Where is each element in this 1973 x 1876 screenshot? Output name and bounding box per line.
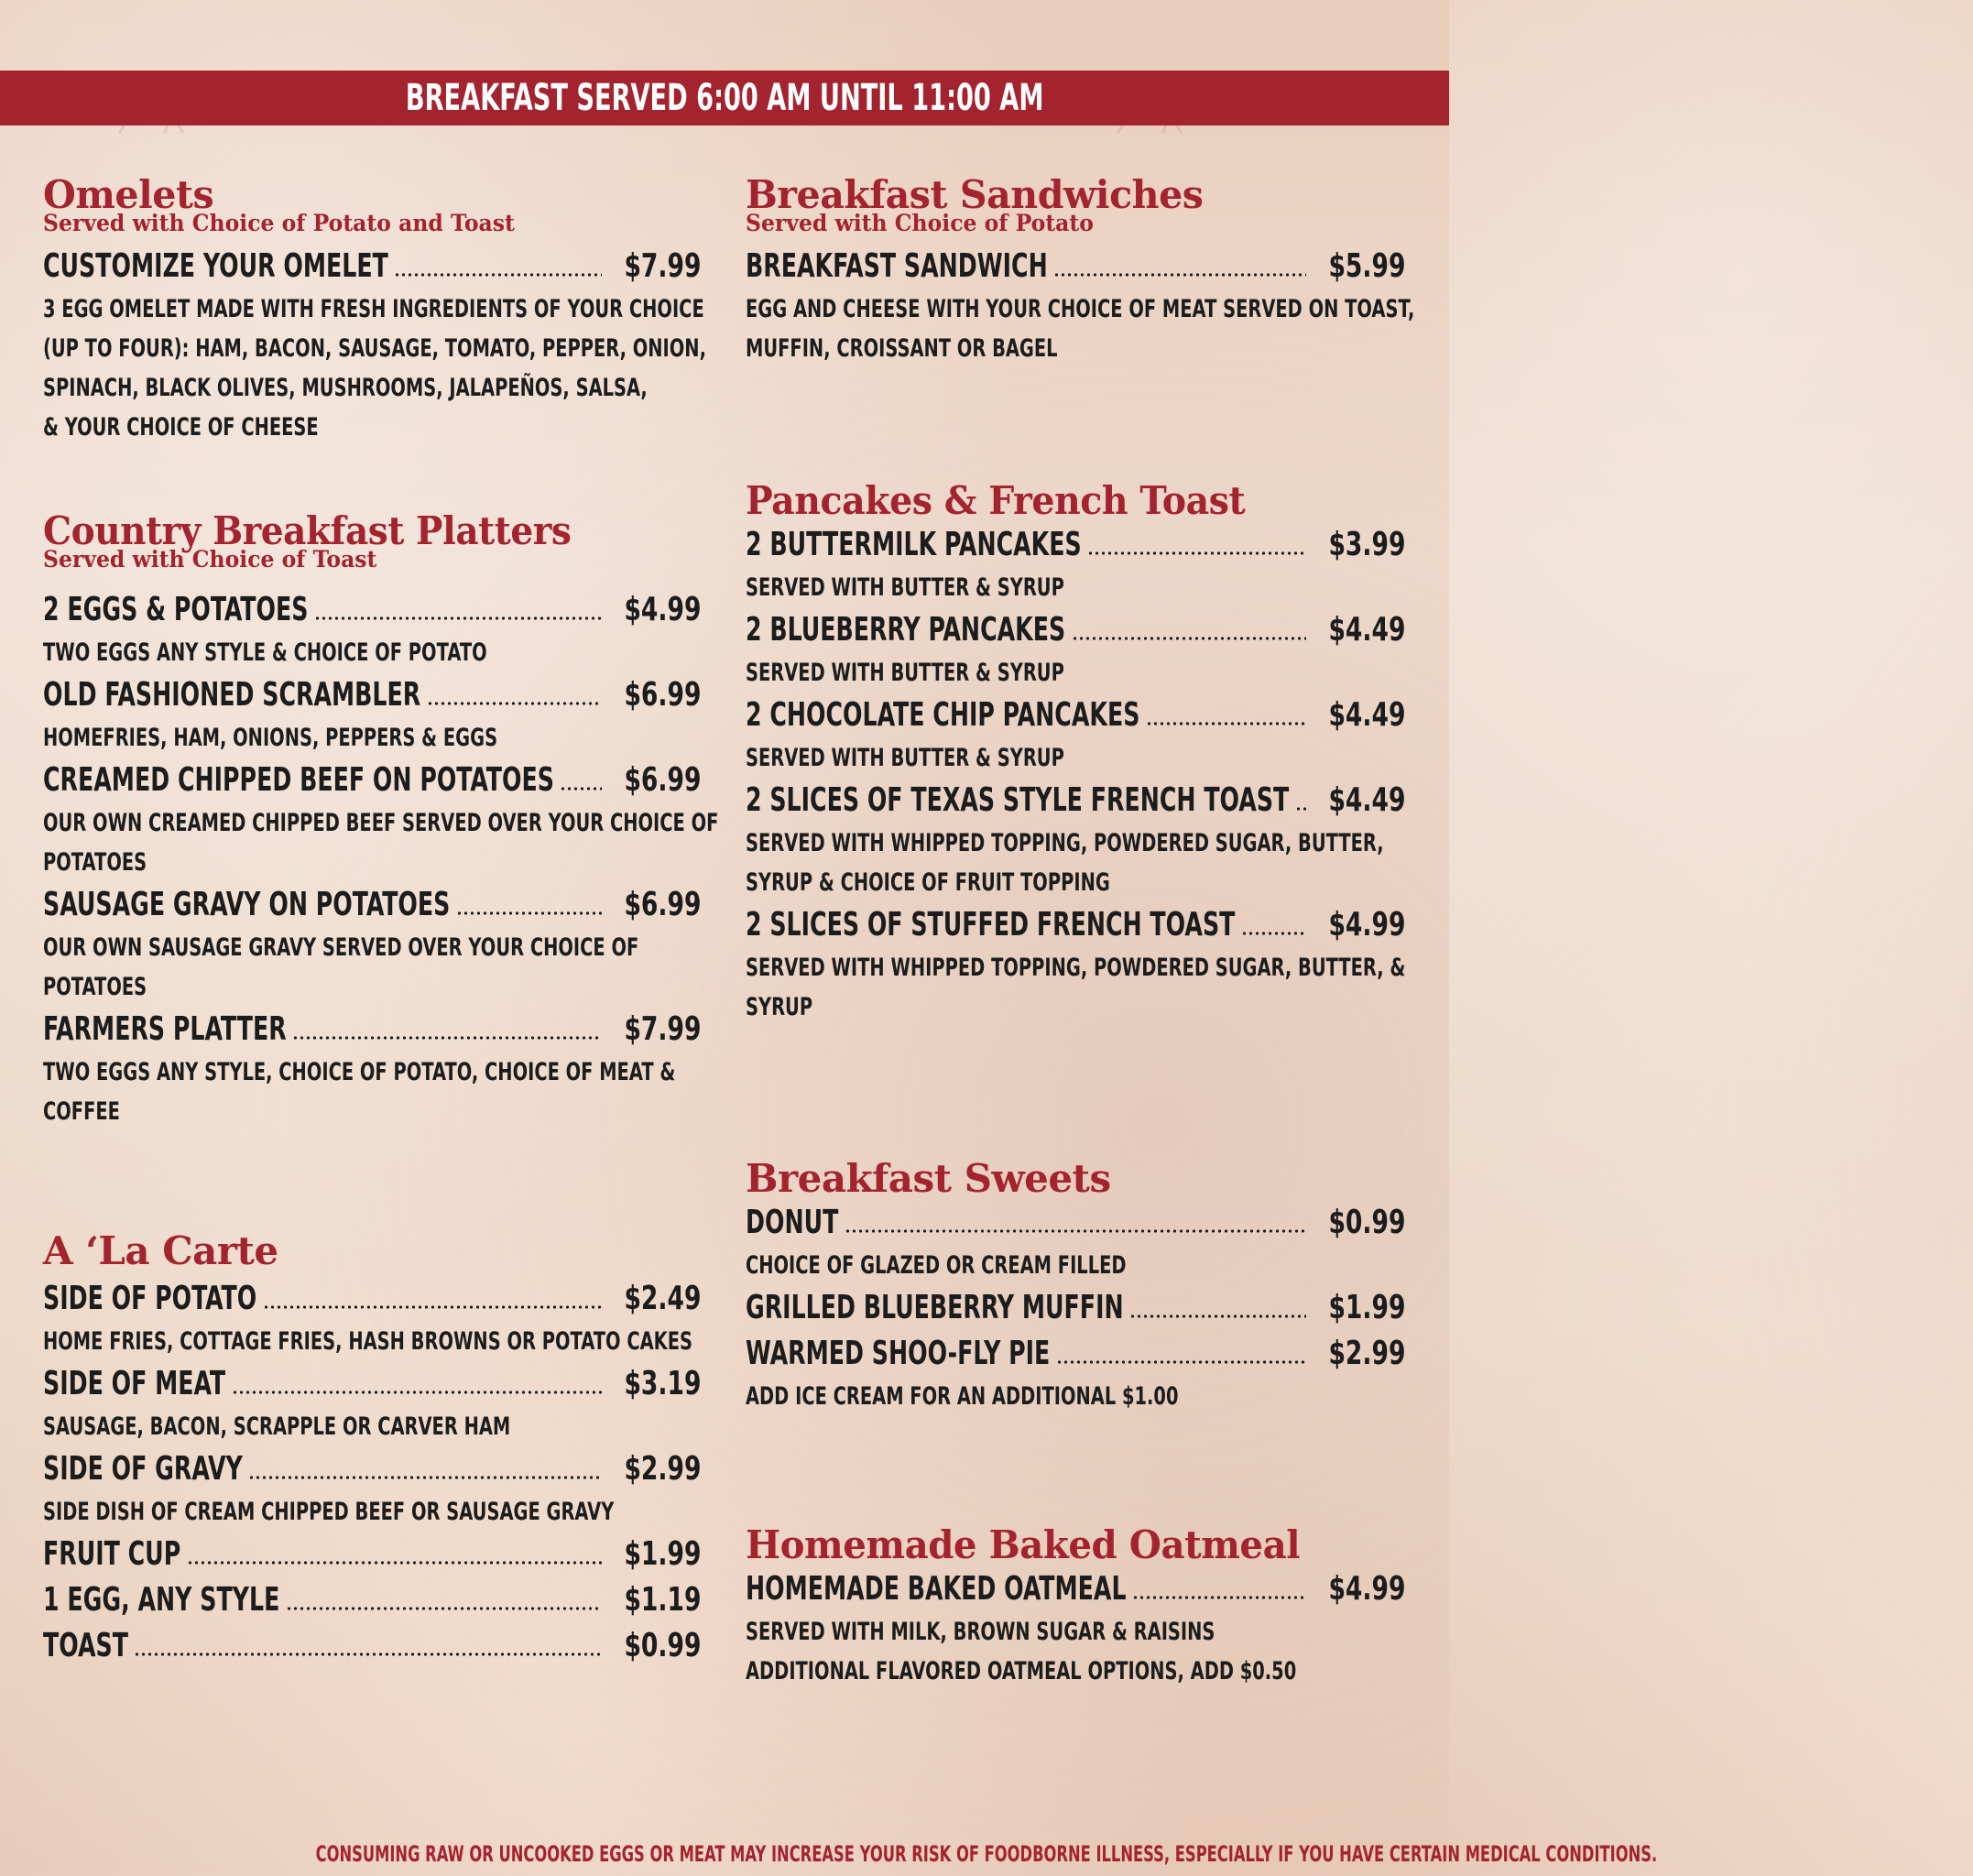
item-name: 1 EGG, ANY STYLE: [43, 1581, 280, 1619]
dot-leader: [134, 1652, 602, 1656]
dot-leader: [263, 1305, 602, 1309]
menu-item-row: [746, 607, 1405, 653]
menu-item-row: [746, 1200, 1405, 1246]
item-description: HOME FRIES, COTTAGE FRIES, HASH BROWNS OR POTATO CAKES: [43, 1327, 693, 1356]
menu-item-row: [746, 1331, 1405, 1377]
item-name: 2 SLICES OF STUFFED FRENCH TOAST: [746, 906, 1236, 943]
menu-item-row: [746, 778, 1405, 823]
item-description: 3 EGG OMELET MADE WITH FRESH INGREDIENTS OF YOUR CHOICE: [43, 295, 704, 323]
item-price: $7.99: [623, 247, 701, 285]
dot-leader: [845, 1229, 1306, 1233]
item-price: $6.99: [623, 676, 701, 714]
item-price: $1.19: [623, 1581, 701, 1619]
item-description: ADDITIONAL FLAVORED OATMEAL OPTIONS, ADD $0.50: [746, 1657, 1297, 1685]
item-description: SYRUP: [746, 993, 813, 1021]
item-name: 2 CHOCOLATE CHIP PANCAKES: [746, 696, 1140, 734]
section-title: Homemade Baked Oatmeal: [746, 1522, 1301, 1567]
section-title: Omelets: [43, 172, 214, 217]
item-description: SERVED WITH WHIPPED TOPPING, POWDERED SUGAR, BUTTER,: [746, 829, 1384, 857]
item-description: POTATOES: [43, 848, 147, 877]
menu-item-row: [43, 1361, 701, 1407]
item-name: CREAMED CHIPPED BEEF ON POTATOES: [43, 761, 554, 799]
item-name: 2 BLUEBERRY PANCAKES: [746, 611, 1066, 649]
section-subtitle: Served with Choice of Potato: [746, 210, 1094, 236]
item-name: HOMEMADE BAKED OATMEAL: [746, 1570, 1127, 1608]
disclaimer-text: CONSUMING RAW OR UNCOOKED EGGS OR MEAT MAY INCREASE YOUR RISK OF FOODBORNE ILLNESS, ESPECIALLY IF YOU HAVE CERTAIN MEDICAL CONDITIONS.: [315, 1841, 1658, 1867]
dot-leader: [232, 1391, 602, 1394]
item-price: $4.99: [1327, 906, 1405, 943]
menu-item-row: [43, 1532, 701, 1577]
dot-leader: [1072, 637, 1306, 640]
item-price: $4.49: [1327, 696, 1405, 734]
banner-text: BREAKFAST SERVED 6:00 AM UNTIL 11:00 AM: [405, 77, 1044, 119]
dot-leader: [1241, 932, 1306, 935]
item-description: TWO EGGS ANY STYLE, CHOICE OF POTATO, CHOICE OF MEAT &: [43, 1058, 676, 1086]
item-name: 2 SLICES OF TEXAS STYLE FRENCH TOAST: [746, 781, 1290, 819]
dot-leader: [394, 273, 602, 277]
item-name: FRUIT CUP: [43, 1535, 181, 1573]
item-description: MUFFIN, CROISSANT OR BAGEL: [746, 334, 1058, 363]
item-name: SIDE OF GRAVY: [43, 1450, 243, 1488]
menu-item-row: [43, 1446, 701, 1492]
item-description: SERVED WITH WHIPPED TOPPING, POWDERED SUGAR, BUTTER, &: [746, 954, 1406, 982]
item-price: $7.99: [623, 1010, 701, 1048]
hours-banner: [0, 71, 1449, 125]
item-price: $4.99: [623, 591, 701, 628]
dot-leader: [314, 616, 602, 620]
dot-leader: [1146, 722, 1306, 725]
item-name: SIDE OF POTATO: [43, 1280, 257, 1317]
menu-item-row: [43, 1276, 701, 1322]
item-description: HOMEFRIES, HAM, ONIONS, PEPPERS & EGGS: [43, 724, 498, 752]
dot-leader: [248, 1476, 602, 1479]
item-price: $3.19: [623, 1365, 701, 1402]
section-subtitle: Served with Choice of Toast: [43, 546, 377, 573]
item-description: SERVED WITH BUTTER & SYRUP: [746, 573, 1064, 602]
dot-leader: [292, 1036, 602, 1040]
section-title: Country Breakfast Platters: [43, 508, 572, 553]
menu-item-row: [746, 693, 1405, 738]
item-description: COFFEE: [43, 1097, 120, 1126]
item-name: BREAKFAST SANDWICH: [746, 247, 1048, 285]
section-title: A ‘La Carte: [43, 1228, 278, 1273]
item-price: $5.99: [1327, 247, 1405, 285]
item-description: POTATOES: [43, 973, 147, 1001]
item-name: GRILLED BLUEBERRY MUFFIN: [746, 1289, 1124, 1326]
allergy-disclaimer: [0, 1841, 1658, 1867]
menu-item-row: [43, 672, 701, 718]
section-alacarte: [43, 1230, 701, 1669]
item-name: CUSTOMIZE YOUR OMELET: [43, 247, 388, 285]
dot-leader: [560, 787, 602, 791]
section-title: Breakfast Sweets: [746, 1156, 1111, 1201]
menu-item-row: [746, 902, 1405, 948]
menu-item-row: [746, 244, 1405, 289]
item-name: OLD FASHIONED SCRAMBLER: [43, 676, 421, 714]
dot-leader: [1295, 807, 1306, 811]
menu-item-row: [43, 587, 701, 633]
item-price: $2.49: [623, 1280, 701, 1317]
section-pancakes: [746, 480, 1405, 1027]
item-description: EGG AND CHEESE WITH YOUR CHOICE OF MEAT SERVED ON TOAST,: [746, 295, 1415, 323]
section-sandwiches: [746, 172, 1415, 368]
dot-leader: [1053, 273, 1306, 277]
item-price: $6.99: [623, 761, 701, 799]
item-name: FARMERS PLATTER: [43, 1010, 287, 1048]
section-subtitle: Served with Choice of Potato and Toast: [43, 210, 515, 236]
dot-leader: [1087, 551, 1306, 555]
item-price: $4.49: [1327, 781, 1405, 819]
menu-item-row: [43, 1577, 701, 1623]
dot-leader: [187, 1561, 602, 1565]
item-price: $6.99: [623, 886, 701, 923]
item-name: DONUT: [746, 1204, 839, 1241]
item-price: $0.99: [623, 1627, 701, 1664]
item-price: $0.99: [1327, 1204, 1405, 1241]
menu-item-row: [43, 882, 701, 928]
menu-item-row: [746, 1566, 1405, 1612]
item-description: CHOICE OF GLAZED OR CREAM FILLED: [746, 1251, 1127, 1280]
section-title: Pancakes & French Toast: [746, 478, 1246, 523]
dot-leader: [1056, 1360, 1306, 1364]
menu-item-row: [746, 1285, 1405, 1331]
item-price: $2.99: [623, 1450, 701, 1488]
dot-leader: [1129, 1314, 1306, 1318]
item-description: OUR OWN SAUSAGE GRAVY SERVED OVER YOUR CHOICE OF: [43, 933, 639, 962]
section-omelets: [43, 172, 706, 447]
dot-leader: [286, 1607, 602, 1610]
item-description: ADD ICE CREAM FOR AN ADDITIONAL $1.00: [746, 1382, 1179, 1411]
item-name: WARMED SHOO-FLY PIE: [746, 1335, 1051, 1372]
item-description: (UP TO FOUR): HAM, BACON, SAUSAGE, TOMATO, PEPPER, ONION,: [43, 334, 706, 363]
dot-leader: [427, 702, 602, 705]
dot-leader: [1132, 1596, 1306, 1599]
item-description: SERVED WITH BUTTER & SYRUP: [746, 744, 1064, 772]
section-title: Breakfast Sandwiches: [746, 172, 1204, 217]
item-name: 2 BUTTERMILK PANCAKES: [746, 526, 1082, 563]
menu-item-row: [746, 522, 1405, 568]
item-price: $4.99: [1327, 1570, 1405, 1608]
item-name: SIDE OF MEAT: [43, 1365, 226, 1402]
item-description: SAUSAGE, BACON, SCRAPPLE OR CARVER HAM: [43, 1412, 511, 1441]
item-description: SERVED WITH BUTTER & SYRUP: [746, 659, 1064, 687]
menu-item-row: [43, 244, 701, 289]
item-description: & YOUR CHOICE OF CHEESE: [43, 413, 319, 442]
item-name: SAUSAGE GRAVY ON POTATOES: [43, 886, 451, 923]
item-name: 2 EGGS & POTATOES: [43, 591, 309, 628]
item-description: SERVED WITH MILK, BROWN SUGAR & RAISINS: [746, 1618, 1215, 1646]
item-description: TWO EGGS ANY STYLE & CHOICE OF POTATO: [43, 638, 487, 667]
item-price: $1.99: [623, 1535, 701, 1573]
item-description: SPINACH, BLACK OLIVES, MUSHROOMS, JALAPEÑOS, SALSA,: [43, 374, 648, 402]
dot-leader: [456, 911, 602, 915]
item-price: $1.99: [1327, 1289, 1405, 1326]
item-description: OUR OWN CREAMED CHIPPED BEEF SERVED OVER YOUR CHOICE OF: [43, 809, 719, 837]
item-price: $3.99: [1327, 526, 1405, 563]
section-sweets: [746, 1158, 1405, 1416]
item-name: TOAST: [43, 1627, 128, 1664]
item-description: SIDE DISH OF CREAM CHIPPED BEEF OR SAUSAGE GRAVY: [43, 1498, 615, 1526]
menu-item-row: [43, 1007, 701, 1053]
item-price: $4.49: [1327, 611, 1405, 649]
section-oatmeal: [746, 1524, 1405, 1691]
menu-item-row: [43, 758, 701, 803]
item-description: SYRUP & CHOICE OF FRUIT TOPPING: [746, 868, 1110, 897]
section-platters: [43, 508, 719, 1131]
menu-item-row: [43, 1623, 701, 1669]
item-price: $2.99: [1327, 1335, 1405, 1372]
